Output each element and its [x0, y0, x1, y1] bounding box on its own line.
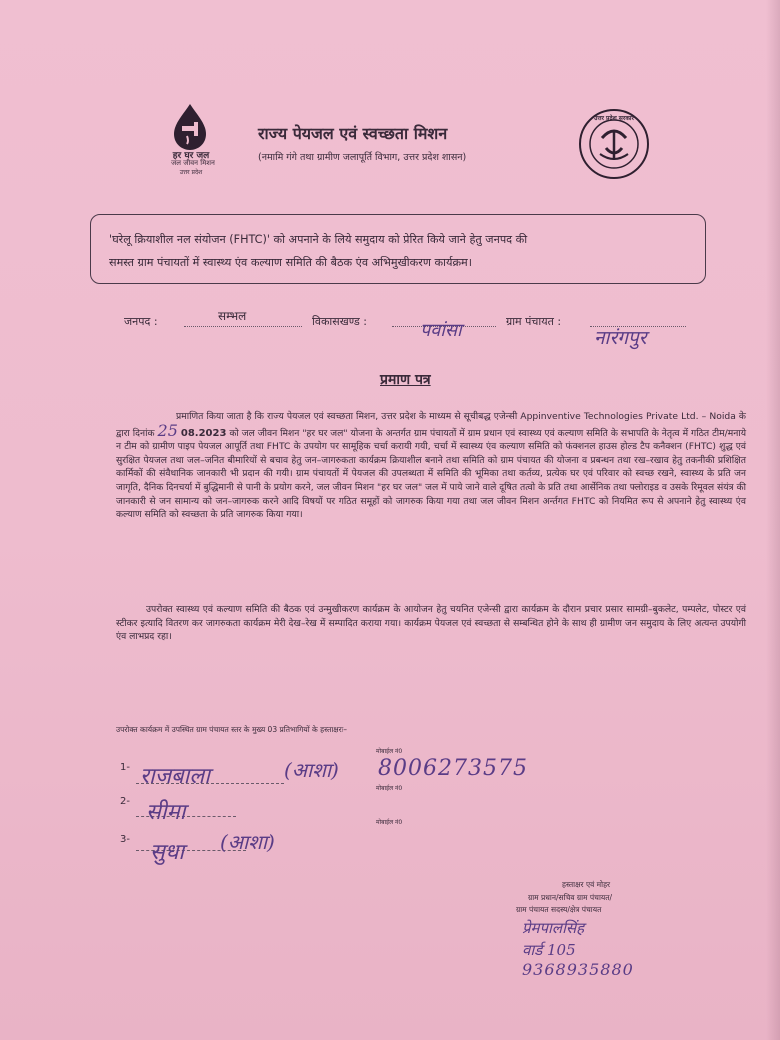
up-government-seal: [576, 104, 656, 184]
district-value: सम्भल: [218, 309, 247, 323]
har-ghar-jal-logo: [160, 100, 230, 180]
pradhan-phone: 9368935880: [522, 960, 634, 979]
mission-title: राज्य पेयजल एवं स्वच्छता मिशन: [258, 124, 448, 143]
program-box: [90, 214, 706, 284]
participant-1-role: (आशा): [284, 758, 339, 782]
ward-number: वार्ड 105: [522, 941, 576, 959]
block-label: विकासखण्ड :: [312, 315, 368, 328]
para1-body: को जल जीवन मिशन "हर घर जल" योजना के अन्तर्गत ग्राम पंचायतों में ग्राम प्रधान एवं स्वास्थ्य एवं कल्याण समिति के सभापति के नेतृत्व में गठित टीम/मनाये न टीम को ग्रामीण पाइप पेयजल आपूर्ति तथा FHTC के उपयोग पर सामूहिक चर्चा करायी गयी, चर्चा में स्वास्थ्य एंव कल्याण समिति को फंक्शनल हाउस होल्ड टैप कनैक्शन (FHTC) शुद्ध एवं सुरक्षित पेयजल तथा जल–जनित बीमारियों से बचाव हेतु जन–जागरुकता कार्यक्रम क्रियाशील बनाने तथा समिति को ग्राम पंचायत की योजना व प्रबन्धन तथा रख–रखाव हेतु तकनीकी प्रशिक्षित कार्मिकों की संवैधानिक जानकारी भी प्रदान की गयी। ग्राम पंचायतों में पेयजल की उपलब्धता में समिति की भूमिका तथा कर्तव्य, प्रत्येक घर एवं परिवार को स्वच्छ रखने, स्वास्थ्य के प्रति जन जागृति, दैनिक दिनचर्या में बुद्धिमानी से पानी के प्रयोग करने, जल जीवन मिशन "हर घर जल" जल में पाये जाने वाले दूषित तत्वो के प्रति तथा आर्सेनिक तथा फ्लोराइड व उसके रिमूवल संयंत्र की जानकारी से जन सामान्य को जन–जागरुक करने आदि विषयों पर गठित समूहों को जागरुक किया गया तथा जल जीवन मिशन अर्न्तगत FHTC को नियमित रूप से अपनाने हेतु स्वास्थ्य एंव कल्याण समिति को स्वच्छता के प्रति जागरुक किया गया।: [116, 427, 747, 521]
block-value: पवांसा: [420, 320, 462, 341]
participant-1-number: 1-: [120, 762, 130, 773]
seal-text: उत्तर प्रदेश सरकार: [594, 115, 634, 122]
date-rest: 08.2023: [180, 427, 227, 439]
participant-1-name: राजबाला: [140, 764, 210, 789]
logo-subtext-2: उत्तर प्रदेश: [179, 169, 203, 176]
mobile-label-2: मोबाईल नं0: [376, 785, 403, 792]
district-line: [184, 326, 302, 327]
participant-3-number: 3-: [120, 834, 130, 845]
panchayat-label: ग्राम पंचायत :: [506, 315, 562, 328]
mobile-label-3: मोबाईल नं0: [376, 819, 403, 826]
district-label: जनपद :: [124, 315, 158, 328]
logo-text: हर घर जल: [172, 151, 210, 161]
certificate-paragraph-2: उपरोक्त स्वास्थ्य एवं कल्याण समिति की बैठक एवं उन्मुखीकरण कार्यक्रम के आयोजन हेतु चयनित एजेन्सी द्वारा कार्यक्रम के दौरान प्रचार प्रसार सामग्री–बुकलेट, पम्पलेट, पोस्टर एवं स्टीकर इत्यादि वितरण कर जागरुकता कार्यक्रम मेरी देख–रेख में सम्पादित कराया गया। कार्यक्रम पेयजल एवं स्वच्छता से सम्बन्धित होने के साथ ही ग्रामीण जन समुदाय के लिए अत्यन्त उपयोगी एंव लाभप्रद रहा।: [116, 604, 746, 643]
certificate-title: प्रमाण पत्र: [380, 372, 431, 388]
signature-line-2: ग्राम पंचायत सदस्य/क्षेत्र पंचायत: [516, 905, 602, 914]
mobile-label-1: मोबाईल नं0: [376, 748, 403, 755]
participant-2-number: 2-: [120, 796, 130, 807]
program-line-1: 'घरेलू क्रियाशील नल संयोजन (FHTC)' को अपनाने के लिये समुदाय को प्रेरित किये जाने हेतु जनपद की: [109, 233, 528, 246]
participant-2-name: सीमा: [146, 800, 186, 825]
participant-3-name: सुधा: [150, 840, 185, 865]
panchayat-value: नारंगपुर: [594, 327, 647, 349]
mission-subtitle: (नमामि गंगे तथा ग्रामीण जलापूर्ति विभाग, उत्तर प्रदेश शासन): [258, 152, 467, 163]
para1-intro: प्रमाणित किया जाता है कि राज्य पेयजल एवं स्वच्छता मिशन, उत्तर प्रदेश के माध्यम से सूचीबद्ध एजेन्सी Appinventive Technologies Private Ltd. – Noida के द्वारा दिनांक: [116, 411, 746, 439]
signature-heading: हस्ताक्षर एवं मोहर: [562, 880, 611, 889]
pradhan-signature: प्रेमपालसिंह: [522, 919, 585, 937]
logo-subtext: जल जीवन मिशन: [171, 159, 215, 167]
signature-line-1: ग्राम प्रधान/सचिव ग्राम पंचायत/: [528, 893, 613, 902]
program-line-2: समस्त ग्राम पंचायतों में स्वास्थ्य एंव कल्याण समिति की बैठक एंव अभिमुखीकरण कार्यक्रम।: [109, 256, 472, 269]
certificate-paragraph-1: [116, 410, 746, 522]
page-edge-shadow: [766, 0, 780, 1040]
participants-intro: उपरोक्त कार्यक्रम में उपस्थित ग्राम पंचायत स्तर के मुख्य 03 प्रतिभागियों के हस्ताक्षरः–: [116, 725, 347, 734]
participant-1-mobile: 8006273575: [378, 756, 528, 781]
date-day: 25: [157, 420, 178, 440]
participant-3-role: (आशा): [220, 830, 275, 854]
